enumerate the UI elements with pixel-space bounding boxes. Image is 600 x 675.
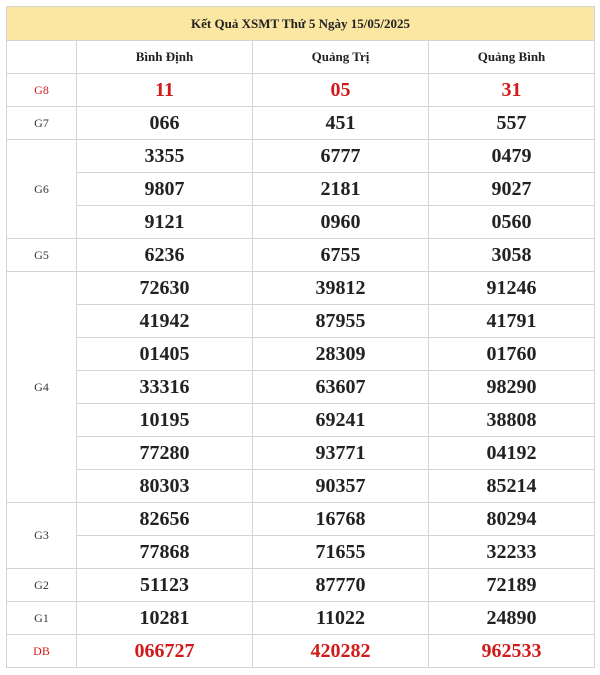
prize-cell — [77, 272, 253, 503]
province-header-quang-binh: Quảng Bình — [429, 41, 595, 74]
prize-number: 63607 — [253, 370, 428, 403]
prize-row-g4 — [7, 272, 595, 503]
prize-number: 10195 — [77, 403, 252, 436]
prize-cell — [429, 635, 595, 668]
prize-row-g7 — [7, 107, 595, 140]
prize-row-g1 — [7, 602, 595, 635]
prize-number: 11 — [155, 79, 174, 101]
prize-row-g3 — [7, 503, 595, 569]
prize-number: 41942 — [77, 304, 252, 337]
prize-cell — [253, 635, 429, 668]
prize-label: G7 — [7, 107, 77, 140]
prize-number: 04192 — [429, 436, 594, 469]
prize-cell — [253, 140, 429, 239]
prize-number: 066 — [149, 112, 180, 134]
prize-label: DB — [7, 635, 77, 668]
prize-number: 0560 — [429, 205, 594, 238]
prize-number: 05 — [330, 79, 351, 101]
prize-row-db — [7, 635, 595, 668]
prize-number: 24890 — [486, 607, 537, 629]
prize-number: 01760 — [429, 337, 594, 370]
prize-number: 9027 — [429, 172, 594, 205]
prize-number: 80294 — [486, 508, 537, 530]
prize-label: G2 — [7, 569, 77, 602]
prize-number: 90357 — [253, 469, 428, 502]
prize-number: 962533 — [481, 640, 542, 662]
prize-number: 3355 — [144, 145, 185, 167]
table-title: Kết Quả XSMT Thứ 5 Ngày 15/05/2025 — [7, 7, 595, 41]
prize-number: 69241 — [253, 403, 428, 436]
prize-number: 0960 — [253, 205, 428, 238]
prize-row-g8 — [7, 74, 595, 107]
prize-label: G6 — [7, 140, 77, 239]
province-header-row — [7, 41, 595, 74]
prize-number: 91246 — [486, 277, 537, 299]
prize-number: 28309 — [253, 337, 428, 370]
province-header-quang-tri: Quảng Trị — [253, 41, 429, 74]
prize-cell — [77, 503, 253, 569]
prize-number: 93771 — [253, 436, 428, 469]
prize-cell — [429, 107, 595, 140]
prize-number: 33316 — [77, 370, 252, 403]
prize-number: 01405 — [77, 337, 252, 370]
prize-cell — [429, 140, 595, 239]
prize-number: 41791 — [429, 304, 594, 337]
prize-number: 6755 — [320, 244, 361, 266]
prize-row-g2 — [7, 569, 595, 602]
prize-number: 82656 — [139, 508, 190, 530]
prize-number: 6777 — [320, 145, 361, 167]
prize-cell — [429, 503, 595, 569]
prize-cell — [77, 140, 253, 239]
prize-number: 066727 — [134, 640, 195, 662]
prize-cell — [429, 272, 595, 503]
prize-number: 32233 — [429, 535, 594, 568]
prize-number: 451 — [325, 112, 356, 134]
prize-number: 16768 — [315, 508, 366, 530]
prize-cell — [77, 602, 253, 635]
lottery-results-table — [6, 6, 595, 668]
prize-cell — [77, 74, 253, 107]
prize-cell — [77, 569, 253, 602]
prize-cell — [429, 569, 595, 602]
prize-number: 31 — [501, 79, 522, 101]
prize-cell — [429, 74, 595, 107]
prize-row-g5 — [7, 239, 595, 272]
prize-cell — [253, 272, 429, 503]
prize-cell — [253, 503, 429, 569]
prize-label: G1 — [7, 602, 77, 635]
prize-number: 87955 — [253, 304, 428, 337]
prize-number: 87770 — [315, 574, 366, 596]
prize-cell — [253, 602, 429, 635]
prize-cell — [77, 635, 253, 668]
prize-label: G4 — [7, 272, 77, 503]
prize-number: 10281 — [139, 607, 190, 629]
prize-label: G3 — [7, 503, 77, 569]
prize-number: 3058 — [491, 244, 532, 266]
prize-number: 72630 — [139, 277, 190, 299]
prize-number: 420282 — [310, 640, 371, 662]
prize-cell — [77, 107, 253, 140]
prize-number: 39812 — [315, 277, 366, 299]
corner-cell — [7, 41, 77, 74]
prize-label: G8 — [7, 74, 77, 107]
prize-cell — [429, 239, 595, 272]
prize-number: 98290 — [429, 370, 594, 403]
prize-number: 9807 — [77, 172, 252, 205]
prize-number: 51123 — [140, 574, 189, 596]
prize-cell — [253, 107, 429, 140]
prize-cell — [253, 74, 429, 107]
prize-number: 9121 — [77, 205, 252, 238]
prize-number: 85214 — [429, 469, 594, 502]
province-header-binh-dinh: Bình Định — [77, 41, 253, 74]
prize-row-g6 — [7, 140, 595, 239]
prize-cell — [429, 602, 595, 635]
prize-label: G5 — [7, 239, 77, 272]
prize-number: 0479 — [491, 145, 532, 167]
prize-cell — [253, 239, 429, 272]
prize-number: 2181 — [253, 172, 428, 205]
prize-number: 11022 — [316, 607, 365, 629]
results-table-wrapper — [6, 6, 594, 668]
prize-number: 77280 — [77, 436, 252, 469]
prize-number: 557 — [496, 112, 527, 134]
prize-number: 6236 — [144, 244, 185, 266]
prize-number: 77868 — [77, 535, 252, 568]
prize-number: 72189 — [486, 574, 537, 596]
prize-number: 38808 — [429, 403, 594, 436]
prize-number: 71655 — [253, 535, 428, 568]
prize-cell — [253, 569, 429, 602]
prize-number: 80303 — [77, 469, 252, 502]
prize-cell — [77, 239, 253, 272]
